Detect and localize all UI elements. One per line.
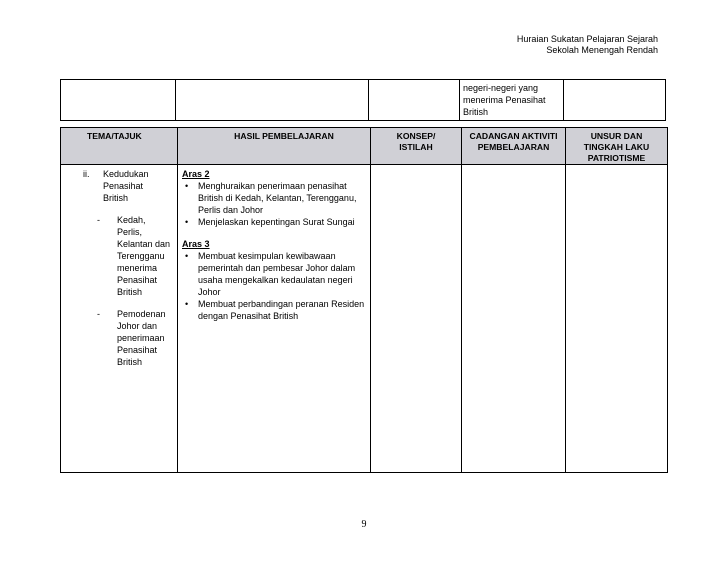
aras-2-label: Aras 2 (182, 169, 210, 179)
tema-title: Kedudukan Penasihat British (103, 169, 149, 203)
list-item: • Membuat kesimpulan kewibawaan pemerintah dan pembesar Johor dalam usaha mengekalkan kedaulatan negeri Johor (182, 250, 366, 298)
patriotisme-cell (566, 165, 668, 473)
syllabus-table (60, 127, 668, 473)
tema-cell (61, 165, 178, 473)
tema-subitem (83, 308, 173, 368)
column-header-aktiviti: CADANGAN AKTIVITI PEMBELAJARAN (462, 128, 566, 165)
tema-number: ii. (83, 169, 90, 179)
cont-cell-tema (61, 80, 176, 121)
cont-cell-patriotisme (564, 80, 666, 121)
header-row (61, 128, 668, 165)
aras-2-list (182, 180, 366, 228)
header-title: Huraian Sukatan Pelajaran Sejarah (516, 34, 658, 44)
list-item: • Membuat perbandingan peranan Residen dengan Penasihat British (182, 298, 366, 322)
column-header-konsep: KONSEP/ ISTILAH (371, 128, 462, 165)
subitem-dash: - (97, 215, 100, 225)
content-row (61, 165, 668, 473)
list-item: • Menghuraikan penerimaan penasihat British di Kedah, Kelantan, Terengganu, Perlis dan Johor (182, 180, 366, 216)
subitem-dash: - (97, 309, 100, 319)
continuation-row (61, 80, 666, 121)
aktiviti-cell (462, 165, 566, 473)
subitem-text: Kedah, Perlis, Kelantan dan Terengganu menerima Penasihat British (117, 215, 171, 297)
subitem-text: Pemodenan Johor dan penerimaan Penasihat British (117, 309, 166, 367)
cont-cell-konsep (369, 80, 460, 121)
document-header (517, 34, 658, 56)
continuation-table (60, 79, 666, 121)
tema-item (83, 168, 173, 204)
list-item: • Menjelaskan kepentingan Surat Sungai (182, 216, 366, 228)
cont-cell-aktiviti (460, 80, 564, 121)
aras-3-list (182, 250, 366, 322)
konsep-cell (371, 165, 462, 473)
page-number: 9 (361, 519, 367, 530)
continued-text: negeri-negeri yang menerima Penasihat British (463, 83, 546, 117)
column-header-patriotisme: UNSUR DAN TINGKAH LAKU PATRIOTISME (566, 128, 668, 165)
header-subtitle: Sekolah Menengah Rendah (546, 45, 658, 55)
hasil-cell (178, 165, 371, 473)
cont-cell-hasil (176, 80, 369, 121)
column-header-tema: TEMA/TAJUK (61, 128, 178, 165)
aras-3-label: Aras 3 (182, 239, 210, 249)
column-header-hasil: HASIL PEMBELAJARAN (178, 128, 371, 165)
tema-subitem (83, 214, 173, 298)
